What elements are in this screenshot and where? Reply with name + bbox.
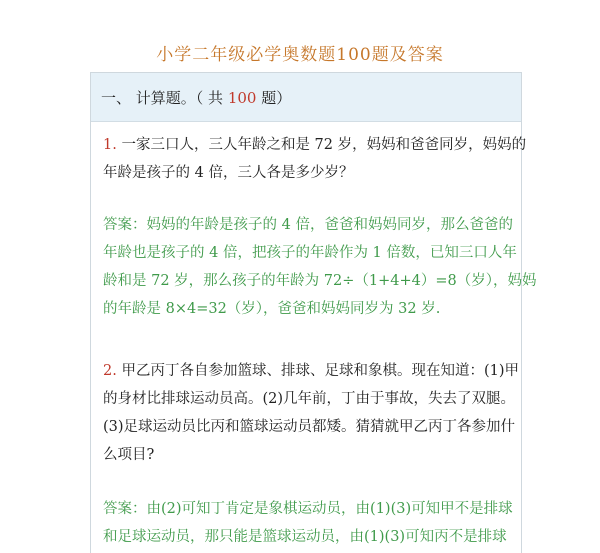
question-count: 100 <box>227 89 257 107</box>
section-title <box>101 87 291 108</box>
answer-line: 年龄也是孩子的 4 倍，把孩子的年龄作为 1 倍数，已知三口人年 <box>103 245 517 261</box>
answer-line: 的年龄是 8×4=32（岁），爸爸和妈妈同岁为 32 岁. <box>103 301 441 317</box>
page-title: 小学二年级必学奥数题100题及答案 <box>156 45 444 65</box>
answer-2 <box>103 495 513 551</box>
question-text: 甲乙丙丁各自参加篮球、排球、足球和象棋。现在知道：(1)甲 <box>116 363 519 379</box>
question-line: (3)足球运动员比丙和篮球运动员都矮。猜猜就甲乙丙丁各参加什 <box>103 419 516 435</box>
answer-line: 和足球运动员，那只能是篮球运动员，由(1)(3)可知丙不是排球 <box>103 529 507 545</box>
section-header <box>91 73 521 122</box>
question-line: 年龄是孩子的 4 倍，三人各是多少岁？ <box>103 165 354 181</box>
question-line: 么项目? <box>103 447 155 463</box>
section-title-prefix: 一、 计算题。（ 共 <box>101 89 228 107</box>
question-2 <box>103 357 519 469</box>
question-number: 1. <box>103 137 117 153</box>
answer-1 <box>103 211 537 323</box>
question-line <box>103 131 527 159</box>
question-line <box>103 357 519 385</box>
answer-line: 龄和是 72 岁，那么孩子的年龄为 72÷（1+4+4）=8（岁），妈妈 <box>103 273 537 289</box>
document-body <box>90 72 537 553</box>
answer-line: 答案：妈妈的年龄是孩子的 4 倍，爸爸和妈妈同岁，那么爸爸的 <box>103 217 513 233</box>
section-title-suffix: 题） <box>256 89 292 107</box>
question-number: 2. <box>103 363 117 379</box>
answer-line: 答案：由(2)可知丁肯定是象棋运动员，由(1)(3)可知甲不是排球 <box>103 501 513 517</box>
question-1 <box>103 131 527 187</box>
question-line: 的身材比排球运动员高。(2)几年前，丁由于事故，失去了双腿。 <box>103 391 516 407</box>
question-text: 一家三口人，三人年龄之和是 72 岁，妈妈和爸爸同岁，妈妈的 <box>116 137 527 153</box>
